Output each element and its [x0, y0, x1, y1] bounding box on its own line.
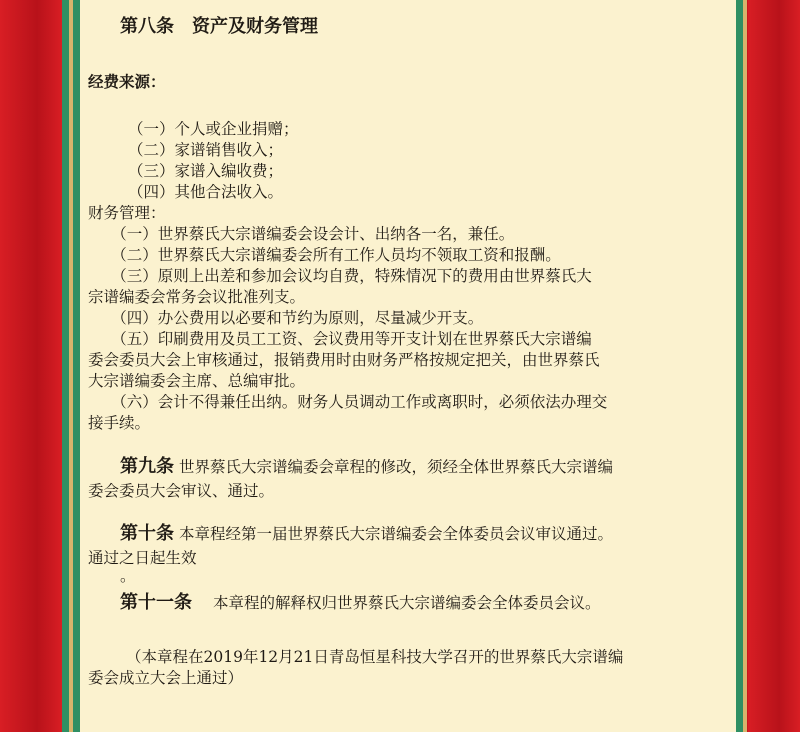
left-green-border	[62, 0, 69, 732]
finance-line: 接手续。	[88, 414, 151, 432]
left-inner-green-border	[73, 0, 80, 732]
article-10-period: 。	[120, 567, 136, 585]
finance-label: 财务管理：	[88, 204, 166, 222]
finance-line: 委会委员大会上审核通过，报销费用时由财务严格按规定把关，由世界蔡氏	[88, 351, 600, 369]
article-10-text: 本章程经第一届世界蔡氏大宗谱编委会全体委员会议审议通过。	[178, 525, 613, 543]
finance-line: （五）印刷费用及员工工资、会议费用等开支计划在世界蔡氏大宗谱编	[88, 330, 592, 348]
finance-line: （三）原则上出差和参加会议均自费，特殊情况下的费用由世界蔡氏大	[88, 267, 592, 285]
article-11-heading: 第十一条	[120, 592, 192, 613]
article-10-text-cont: 通过之日起生效	[88, 549, 197, 567]
left-frame	[0, 0, 62, 732]
article-9-text: 世界蔡氏大宗谱编委会章程的修改，须经全体世界蔡氏大宗谱编	[178, 458, 613, 476]
finance-line: （一）世界蔡氏大宗谱编委会设会计、出纳各一名，兼任。	[88, 225, 515, 243]
funding-item: （二）家谱销售收入；	[128, 141, 284, 159]
article-11	[120, 593, 600, 613]
funding-item: （三）家谱入编收费；	[128, 162, 284, 180]
finance-line: （二）世界蔡氏大宗谱编委会所有工作人员均不领取工资和报酬。	[88, 246, 561, 264]
right-inner-green-border	[736, 0, 743, 732]
finance-line: 宗谱编委会常务会议批准列支。	[88, 288, 306, 306]
right-frame	[748, 0, 800, 732]
article-9-text-cont: 委会委员大会审议、通过。	[88, 482, 275, 500]
article-8-heading: 第八条 资产及财务管理	[120, 16, 318, 37]
article-10-heading: 第十条	[120, 523, 174, 544]
article-10	[120, 524, 613, 544]
funding-item: （一）个人或企业捐赠；	[128, 120, 299, 138]
funding-item: （四）其他合法收入。	[128, 183, 284, 201]
finance-line: 大宗谱编委会主席、总编审批。	[88, 372, 306, 390]
article-9	[120, 457, 613, 477]
funding-label: 经费来源：	[88, 72, 166, 91]
footer-note: （本章程在2019年12月21日青岛恒星科技大学召开的世界蔡氏大宗谱编	[126, 648, 624, 666]
finance-line: （四）办公费用以必要和节约为原则，尽量减少开支。	[88, 309, 484, 327]
article-9-heading: 第九条	[120, 456, 174, 477]
article-11-text: 本章程的解释权归世界蔡氏大宗谱编委会全体委员会议。	[212, 594, 601, 612]
document-content	[88, 0, 728, 732]
finance-line: （六）会计不得兼任出纳。财务人员调动工作或离职时，必须依法办理交	[88, 393, 608, 411]
footer-note-cont: 委会成立大会上通过）	[88, 669, 244, 687]
right-gold-border	[743, 0, 747, 732]
